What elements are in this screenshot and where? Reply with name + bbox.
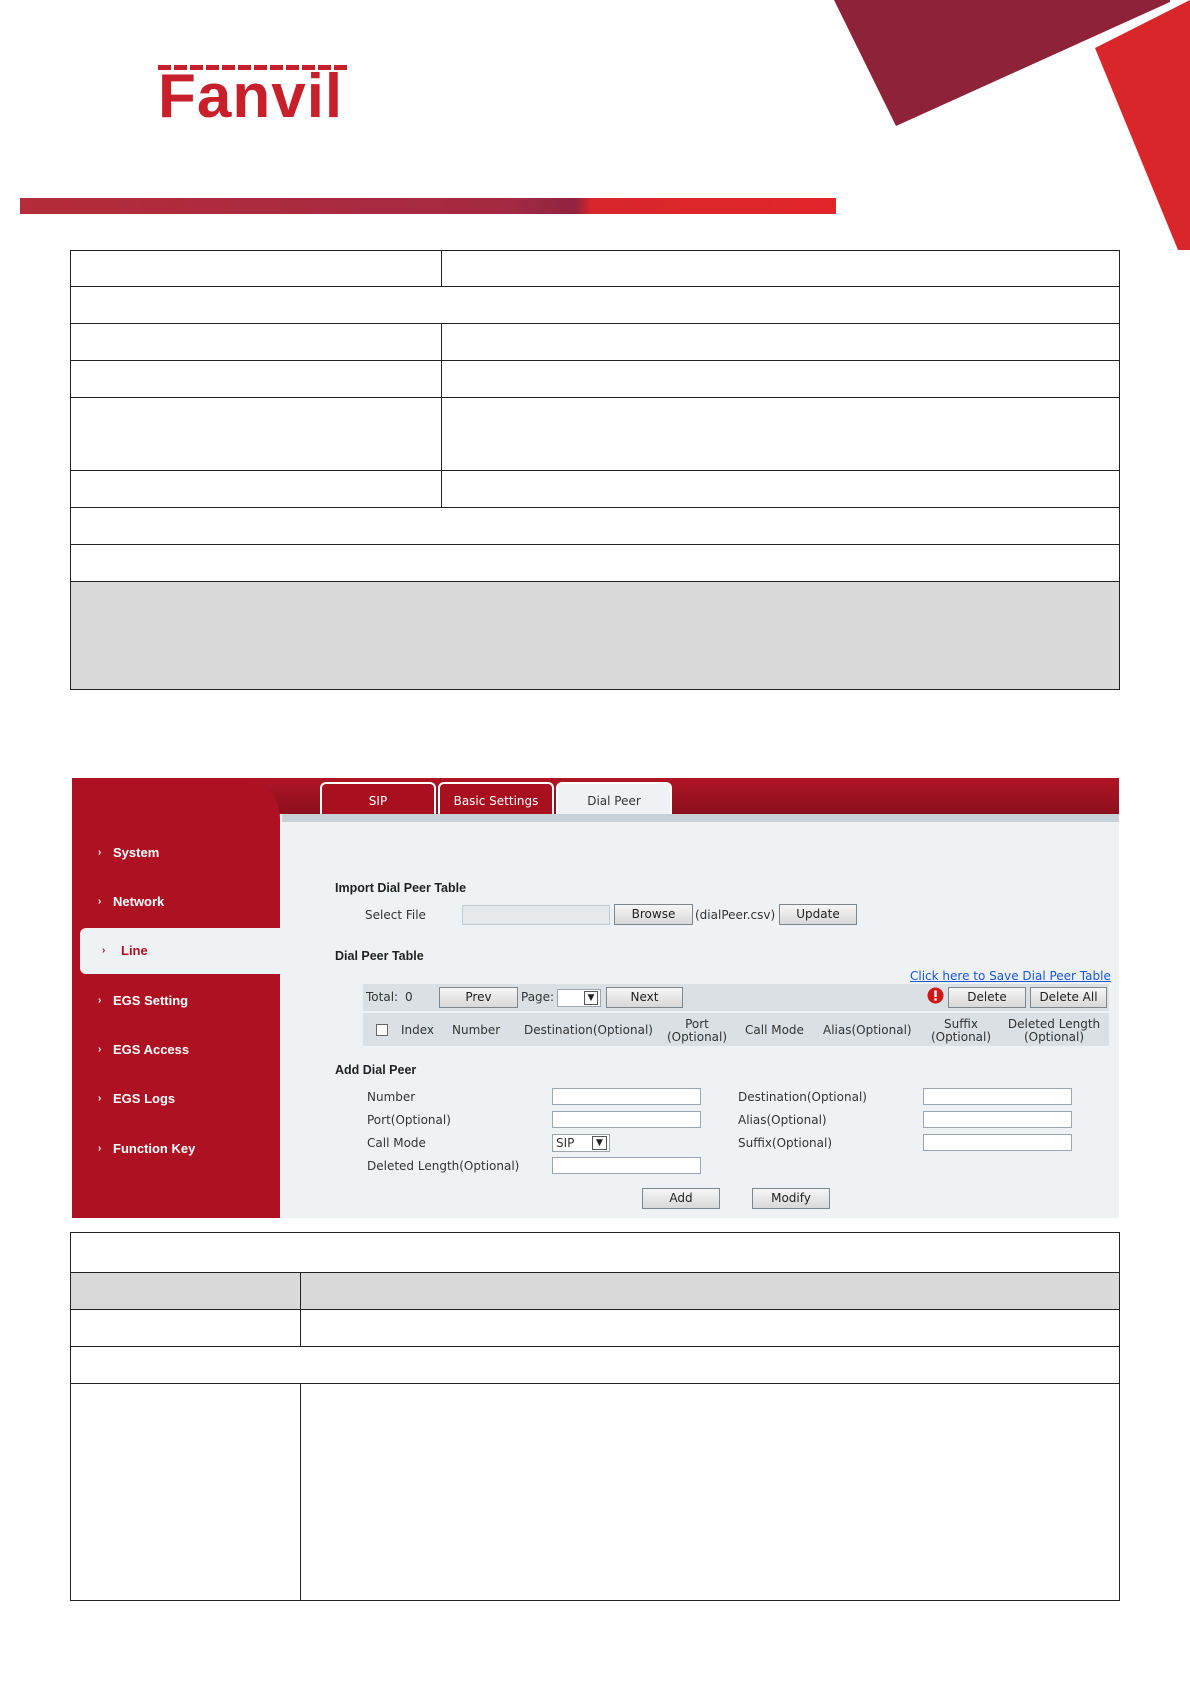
column-header-alias: Alias(Optional) bbox=[823, 1023, 912, 1037]
select-all-checkbox[interactable] bbox=[376, 1024, 388, 1036]
modify-button[interactable]: Modify bbox=[752, 1188, 830, 1209]
table-row bbox=[71, 471, 1120, 508]
alias-input[interactable] bbox=[923, 1111, 1072, 1128]
page-label: Page: bbox=[521, 990, 555, 1004]
total-label: Total: bbox=[366, 990, 399, 1004]
chevron-right-icon: › bbox=[98, 847, 102, 858]
delete-all-button[interactable]: Delete All bbox=[1030, 987, 1107, 1008]
chevron-down-icon: ▼ bbox=[592, 1136, 607, 1150]
column-header-deleted-length: Deleted Length (Optional) bbox=[1007, 1017, 1101, 1044]
sidebar-item-system[interactable]: › System bbox=[72, 830, 280, 876]
chevron-right-icon: › bbox=[102, 945, 106, 956]
table-row bbox=[71, 545, 1120, 582]
column-header-destination: Destination(Optional) bbox=[524, 1023, 653, 1037]
deleted-length-label: Deleted Length(Optional) bbox=[367, 1159, 520, 1173]
sidebar bbox=[72, 778, 280, 1218]
chevron-right-icon: › bbox=[98, 1044, 102, 1055]
suffix-label: Suffix(Optional) bbox=[738, 1136, 833, 1150]
sidebar-item-egs-logs[interactable]: › EGS Logs bbox=[72, 1076, 280, 1122]
table-row bbox=[71, 251, 1120, 287]
note-row bbox=[71, 582, 1120, 690]
sidebar-item-line[interactable]: › Line bbox=[80, 928, 280, 974]
column-header-index: Index bbox=[401, 1023, 435, 1037]
destination-input[interactable] bbox=[923, 1088, 1072, 1105]
destination-label: Destination(Optional) bbox=[738, 1090, 867, 1104]
chevron-right-icon: › bbox=[98, 1143, 102, 1154]
upper-parameter-table bbox=[70, 250, 1120, 690]
call-mode-label: Call Mode bbox=[367, 1136, 426, 1150]
call-mode-select[interactable] bbox=[552, 1134, 610, 1152]
browse-button[interactable]: Browse bbox=[614, 904, 693, 925]
prev-button[interactable]: Prev bbox=[439, 987, 518, 1008]
sidebar-item-network[interactable]: › Network bbox=[72, 879, 280, 925]
port-input[interactable] bbox=[552, 1111, 701, 1128]
number-input[interactable] bbox=[552, 1088, 701, 1105]
column-header-port: Port (Optional) bbox=[666, 1017, 728, 1044]
table-row bbox=[71, 287, 1120, 324]
file-path-input[interactable] bbox=[462, 905, 610, 925]
web-ui-screenshot bbox=[72, 778, 1119, 1218]
table-row bbox=[71, 1347, 1120, 1384]
next-button[interactable]: Next bbox=[606, 987, 683, 1008]
tab-sip[interactable]: SIP bbox=[320, 782, 436, 814]
chevron-down-icon: ▼ bbox=[584, 991, 598, 1005]
fanvil-logo: Fanvil bbox=[158, 62, 344, 131]
chevron-right-icon: › bbox=[98, 995, 102, 1006]
port-label: Port(Optional) bbox=[367, 1113, 451, 1127]
add-section-title: Add Dial Peer bbox=[335, 1063, 417, 1077]
column-header-suffix: Suffix (Optional) bbox=[930, 1017, 992, 1044]
sidebar-item-function-key[interactable]: › Function Key bbox=[72, 1126, 280, 1172]
tab-dial-peer[interactable]: Dial Peer bbox=[556, 782, 672, 814]
update-button[interactable]: Update bbox=[779, 904, 857, 925]
sidebar-item-egs-access[interactable]: › EGS Access bbox=[72, 1027, 280, 1073]
table-row bbox=[71, 361, 1120, 398]
table-row bbox=[71, 324, 1120, 361]
column-header-call-mode: Call Mode bbox=[745, 1023, 804, 1037]
file-hint: (dialPeer.csv) bbox=[695, 908, 776, 922]
table-header-row bbox=[71, 1273, 1120, 1310]
save-dial-peer-table-link[interactable]: Click here to Save Dial Peer Table bbox=[910, 969, 1111, 983]
deleted-length-input[interactable] bbox=[552, 1157, 701, 1174]
tab-underline bbox=[282, 814, 1119, 822]
select-file-label: Select File bbox=[365, 908, 426, 922]
warning-icon bbox=[927, 987, 944, 1004]
table-row bbox=[71, 1384, 1120, 1601]
sidebar-item-egs-setting[interactable]: › EGS Setting bbox=[72, 978, 280, 1024]
import-section-title: Import Dial Peer Table bbox=[335, 881, 467, 895]
call-mode-value: SIP bbox=[556, 1136, 575, 1150]
chevron-right-icon: › bbox=[98, 1093, 102, 1104]
delete-button[interactable]: Delete bbox=[948, 987, 1026, 1008]
header-stripe bbox=[20, 198, 836, 214]
table-row bbox=[71, 398, 1120, 471]
lower-parameter-table bbox=[70, 1232, 1120, 1601]
total-count: 0 bbox=[405, 990, 413, 1004]
column-header-number: Number bbox=[452, 1023, 501, 1037]
page-select[interactable] bbox=[557, 989, 601, 1007]
table-row bbox=[71, 508, 1120, 545]
table-row bbox=[71, 1233, 1120, 1273]
dial-peer-table-title: Dial Peer Table bbox=[335, 949, 424, 963]
table-row bbox=[71, 1310, 1120, 1347]
alias-label: Alias(Optional) bbox=[738, 1113, 827, 1127]
chevron-right-icon: › bbox=[98, 896, 102, 907]
add-button[interactable]: Add bbox=[642, 1188, 720, 1209]
suffix-input[interactable] bbox=[923, 1134, 1072, 1151]
number-label: Number bbox=[367, 1090, 416, 1104]
tab-basic-settings[interactable]: Basic Settings bbox=[438, 782, 554, 814]
